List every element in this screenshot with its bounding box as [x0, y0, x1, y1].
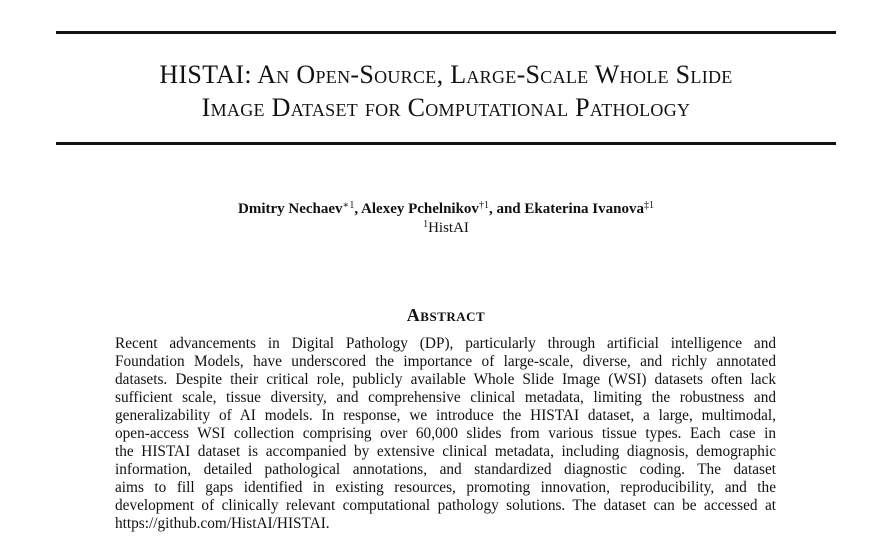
abstract-heading: Abstract	[406, 305, 486, 325]
author-marks: †1	[478, 200, 489, 211]
abstract-line: aims to fill gaps identified in existing resources, promoting innovation, reproducibility, and the	[115, 479, 776, 496]
author-name: Alexey Pchelnikov	[361, 201, 479, 217]
author-name: Dmitry Nechaev	[238, 201, 343, 217]
author-marks: ‡1	[643, 200, 654, 211]
title-line-2: Image Dataset for Computational Pathology	[201, 93, 691, 122]
abstract-line: the HISTAI dataset is accompanied by extensive clinical metadata, including diagnosis, demographic	[115, 443, 776, 460]
author-list	[40, 199, 852, 219]
bottom-rule	[56, 142, 836, 145]
paper-title	[40, 58, 852, 124]
author-marks: ∗1	[342, 200, 355, 211]
abstract-line: sufficient scale, tissue diversity, and comprehensive clinical metadata, limiting the robustness and	[115, 389, 776, 406]
title-line-1: HISTAI: An Open-Source, Large-Scale Whole Slide	[159, 60, 733, 89]
abstract-line: information, detailed pathological annotations, and standardized diagnostic coding. The dataset	[115, 461, 776, 478]
author-separator: , and	[488, 201, 525, 217]
affiliation-name: HistAI	[428, 220, 469, 236]
affiliation	[40, 218, 852, 238]
abstract-line: Foundation Models, have underscored the importance of large-scale, diverse, and richly annotated	[115, 353, 776, 370]
affiliation-mark: 1	[423, 219, 429, 230]
abstract-line: open-access WSI collection comprising over 60,000 slides from various tissue types. Each case in	[115, 425, 776, 442]
abstract-body	[115, 335, 776, 533]
abstract-line: datasets. Despite their critical role, publicly available Whole Slide Image (WSI) datasets often lack	[115, 371, 776, 388]
top-rule	[56, 31, 836, 34]
abstract-line-url[interactable]: https://github.com/HistAI/HISTAI.	[115, 515, 330, 532]
abstract-line: development of clinically relevant computational pathology solutions. The dataset can be accessed at	[115, 497, 776, 514]
abstract-line: Recent advancements in Digital Pathology (DP), particularly through artificial intelligence and	[115, 335, 776, 352]
abstract-line: generalizability of AI models. In response, we introduce the HISTAI dataset, a large, multimodal,	[115, 407, 776, 424]
author-separator: ,	[354, 201, 362, 217]
author-name: Ekaterina Ivanova	[524, 201, 644, 217]
